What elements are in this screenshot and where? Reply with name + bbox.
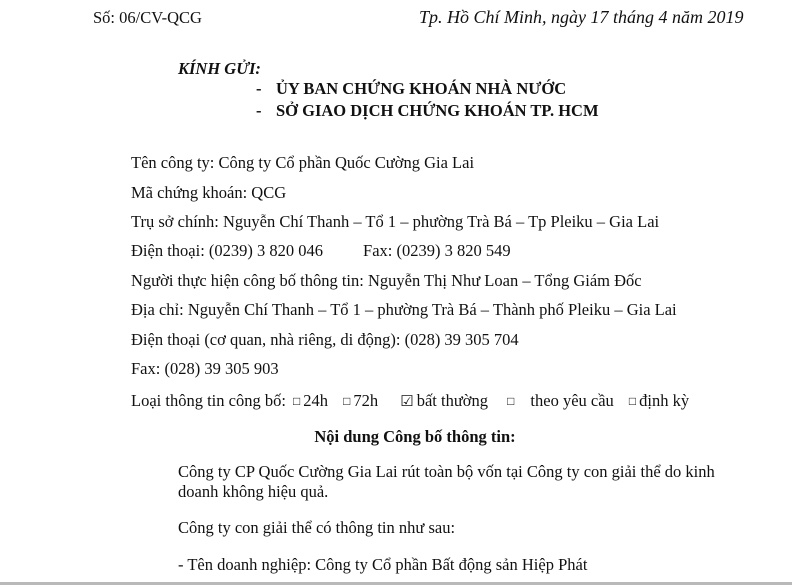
content-paragraph: - Tên doanh nghiệp: Công ty Cổ phần Bất động sản Hiệp Phát bbox=[178, 555, 588, 574]
discloser: Người thực hiện công bố thông tin: Nguyễn Thị Như Loan – Tổng Giám Đốc bbox=[131, 271, 642, 290]
list-dash: - bbox=[256, 101, 262, 120]
disclosure-type-line bbox=[131, 391, 689, 411]
phone-fax-line bbox=[131, 241, 511, 261]
option-72h: 72h bbox=[353, 391, 379, 410]
checkbox-72h-icon: □ bbox=[343, 394, 351, 408]
head-office: Trụ sở chính: Nguyễn Chí Thanh – Tổ 1 – phường Trà Bá – Tp Pleiku – Gia Lai bbox=[131, 212, 660, 231]
option-theo-yeu-cau: theo yêu cầu bbox=[530, 391, 614, 410]
option-24h: 24h bbox=[303, 391, 329, 410]
stock-code: Mã chứng khoán: QCG bbox=[131, 183, 287, 202]
place-and-date: Tp. Hồ Chí Minh, ngày 17 tháng 4 năm 2019 bbox=[419, 7, 744, 27]
option-bat-thuong: bất thường bbox=[416, 391, 489, 410]
option-dinh-ky: định kỳ bbox=[639, 391, 690, 410]
recipient-name: ỦY BAN CHỨNG KHOÁN NHÀ NƯỚC bbox=[276, 79, 567, 98]
checkbox-24h-icon: □ bbox=[293, 394, 301, 408]
checkbox-dinh-ky-icon: □ bbox=[628, 394, 637, 408]
company-name: Tên công ty: Công ty Cổ phần Quốc Cường Gia Lai bbox=[131, 153, 475, 172]
document-number: Số: 06/CV-QCG bbox=[93, 8, 202, 27]
checkbox-checked-icon: ☑ bbox=[400, 394, 414, 410]
list-dash: - bbox=[256, 79, 262, 98]
recipient-item bbox=[256, 101, 599, 121]
company-fax: Fax: (0239) 3 820 549 bbox=[363, 241, 511, 260]
discloser-address: Địa chỉ: Nguyễn Chí Thanh – Tổ 1 – phường Trà Bá – Thành phố Pleiku – Gia Lai bbox=[131, 300, 677, 319]
content-title: Nội dung Công bố thông tin: bbox=[314, 427, 516, 446]
recipient-item bbox=[256, 79, 566, 99]
disclosure-type-label: Loại thông tin công bố: bbox=[131, 391, 286, 410]
company-phone: Điện thoại: (0239) 3 820 046 bbox=[131, 241, 324, 260]
recipient-name: SỞ GIAO DỊCH CHỨNG KHOÁN TP. HCM bbox=[276, 101, 599, 120]
content-paragraph: Công ty CP Quốc Cường Gia Lai rút toàn bộ vốn tại Công ty con giải thể do kinh doanh không hiệu quả. bbox=[178, 462, 715, 501]
checkbox-theo-yeu-cau-icon: □ bbox=[507, 394, 515, 408]
discloser-phone: Điện thoại (cơ quan, nhà riêng, di động): (028) 39 305 704 bbox=[131, 330, 519, 349]
recipients-label: KÍNH GỬI: bbox=[178, 59, 261, 78]
discloser-fax: Fax: (028) 39 305 903 bbox=[131, 359, 279, 378]
content-paragraph: Công ty con giải thể có thông tin như sau: bbox=[178, 518, 456, 537]
